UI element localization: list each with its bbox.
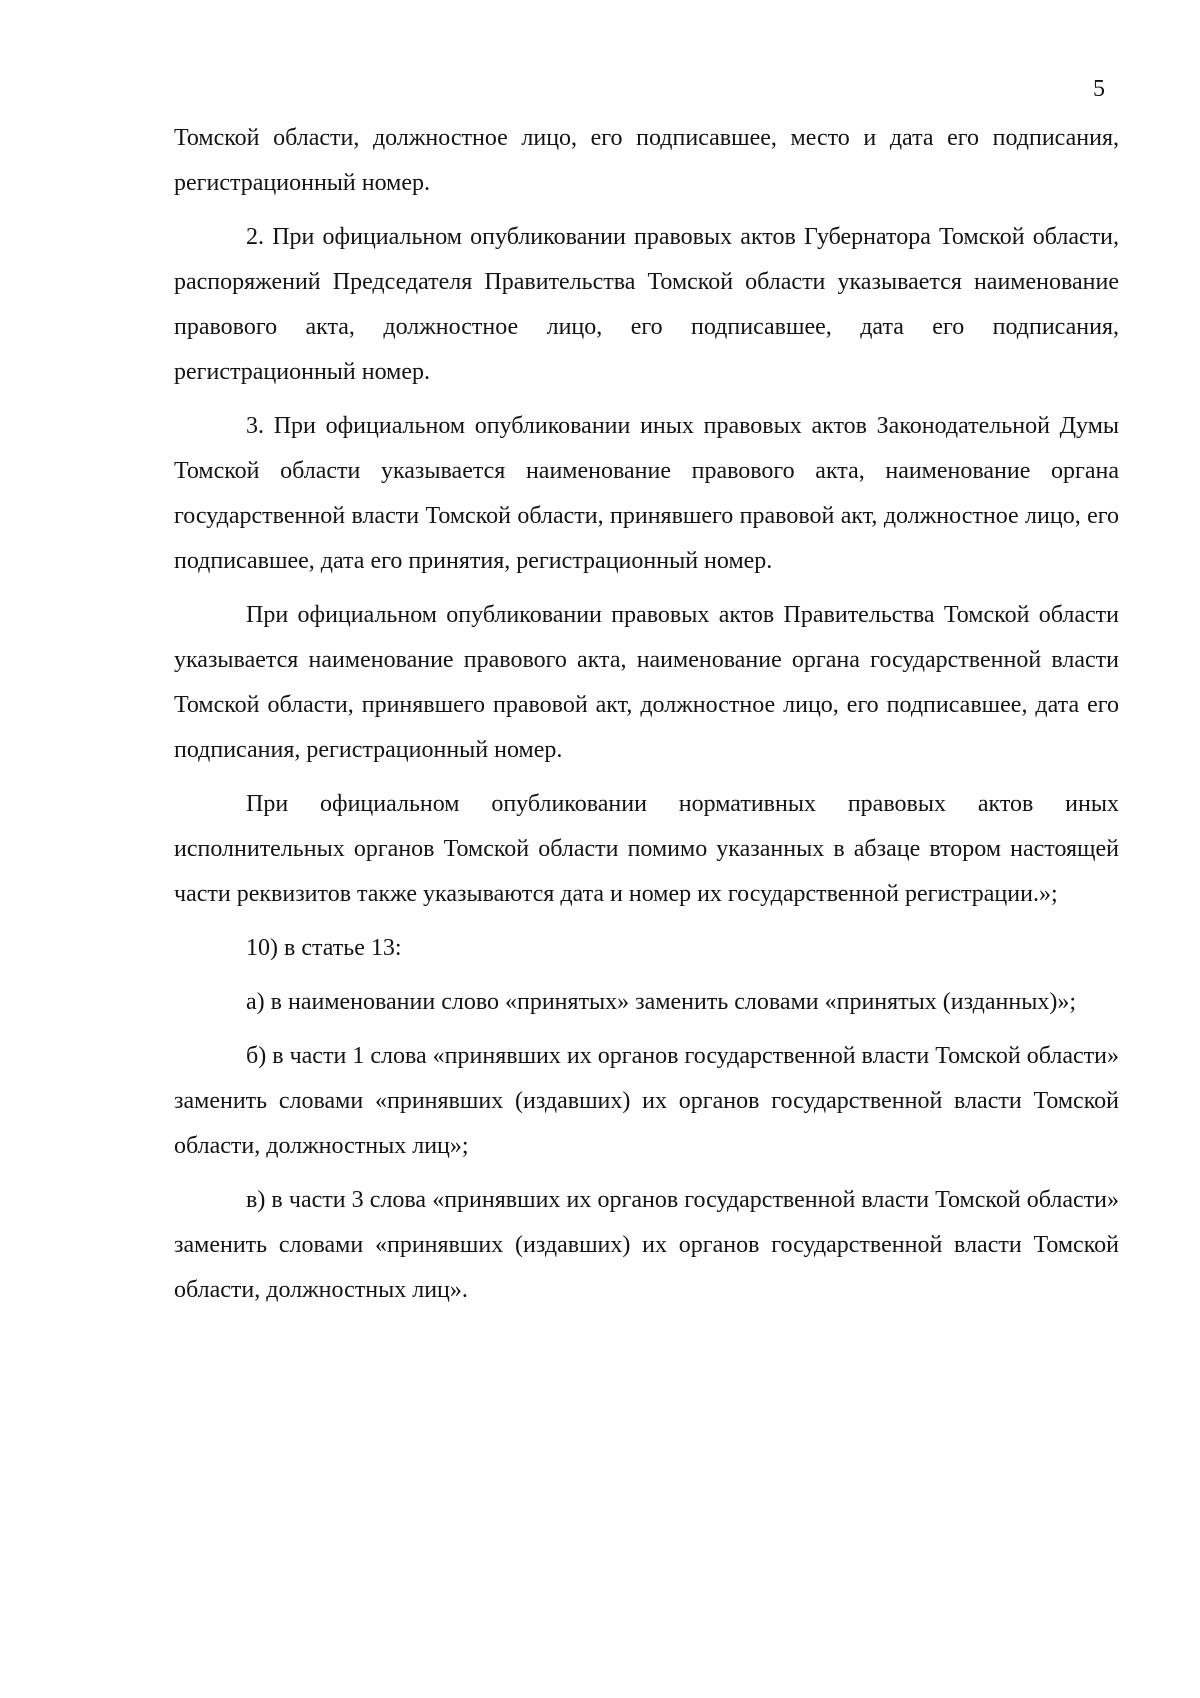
page-number: 5 xyxy=(1093,76,1105,102)
paragraph-item-10: 10) в статье 13: xyxy=(246,935,402,961)
paragraph-part-2: 2. При официальном опубликовании правовых актов Губернатора Томской области, распоряжений Председателя Правительства Томской области указывается наименование правового акта, должностное лицо, его подписавшее, дата его подписания, регистрационный номер. xyxy=(174,224,1119,385)
paragraph-subitem-b: б) в части 1 слова «принявших их органов государственной власти Томской области» заменить словами «принявших (издавших) их органов государственной власти Томской области, должностных лиц»; xyxy=(174,1043,1119,1159)
paragraph-subitem-v: в) в части 3 слова «принявших их органов государственной власти Томской области» заменить словами «принявших (издавших) их органов государственной власти Томской области, должностных лиц». xyxy=(174,1187,1119,1303)
paragraph-continuation: Томской области, должностное лицо, его подписавшее, место и дата его подписания, регистрационный номер. xyxy=(174,125,1119,196)
paragraph-subitem-a: а) в наименовании слово «принятых» заменить словами «принятых (изданных)»; xyxy=(246,989,1077,1015)
document-body xyxy=(174,116,1119,1322)
paragraph-government-acts: При официальном опубликовании правовых актов Правительства Томской области указывается наименование правового акта, наименование органа государственной власти Томской области, принявшего правовой акт, должностное лицо, его подписавшее, дата его подписания, регистрационный номер. xyxy=(174,602,1119,763)
paragraph-normative-acts: При официальном опубликовании нормативных правовых актов иных исполнительных органов Томской области помимо указанных в абзаце втором настоящей части реквизитов также указываются дата и номер их государственной регистрации.»; xyxy=(174,791,1119,907)
paragraph-part-3: 3. При официальном опубликовании иных правовых актов Законодательной Думы Томской области указывается наименование правового акта, наименование органа государственной власти Томской области, принявшего правовой акт, должностное лицо, его подписавшее, дата его принятия, регистрационный номер. xyxy=(174,413,1119,574)
